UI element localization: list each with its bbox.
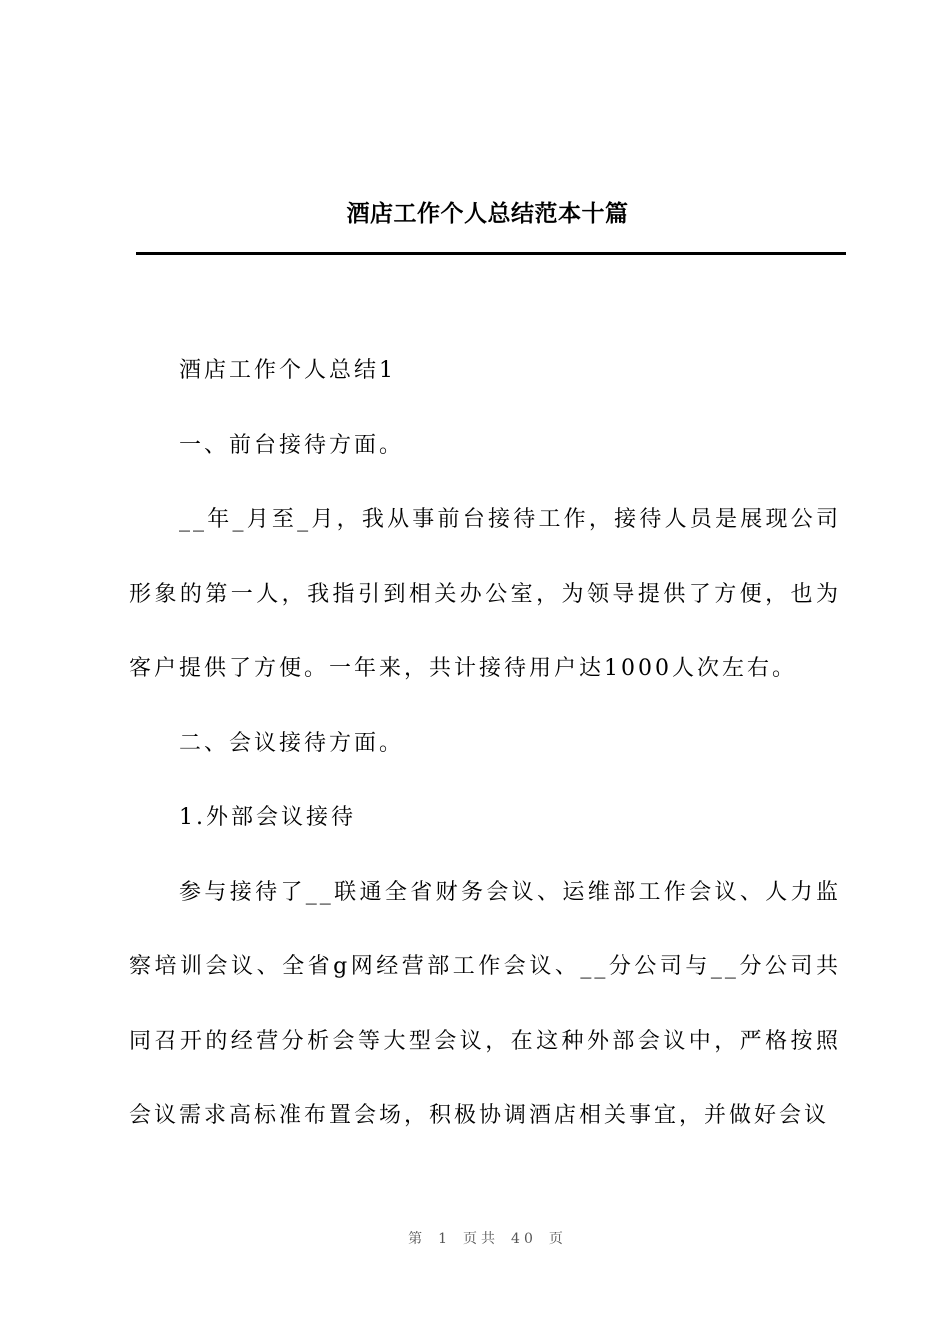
- footer-suffix: 页: [548, 1231, 567, 1247]
- footer-middle: 页共: [463, 1231, 500, 1247]
- footer-total-pages: 40: [511, 1231, 537, 1247]
- subheading-external-meetings: 1.外部会议接待: [179, 805, 356, 830]
- paragraph-external-meetings: 参与接待了__联通全省财务会议、运维部工作会议、人力监察培训会议、全省g网经营部工作会议、__分公司与__分公司共同召开的经营分析会等大型会议，在这种外部会议中，严格按照会议需求高标准布置会场，积极协调酒店相关事宜，并做好会议: [129, 879, 841, 1128]
- section-heading-meetings: 二、会议接待方面。: [179, 730, 405, 756]
- footer-prefix: 第: [408, 1231, 427, 1247]
- page-footer: [0, 1228, 950, 1248]
- document-title: 酒店工作个人总结范本十篇: [346, 200, 629, 227]
- section-heading-summary-1: 酒店工作个人总结1: [179, 358, 396, 383]
- document-body: [129, 334, 841, 1154]
- title-divider: [136, 252, 846, 255]
- paragraph-front-desk: __年_月至_月，我从事前台接待工作，接待人员是展现公司形象的第一人，我指引到相关办公室，为领导提供了方便，也为客户提供了方便。一年来，共计接待用户达1000人次左右。: [129, 507, 841, 681]
- footer-page-number: 1: [438, 1231, 452, 1247]
- section-heading-front-desk: 一、前台接待方面。: [179, 432, 405, 458]
